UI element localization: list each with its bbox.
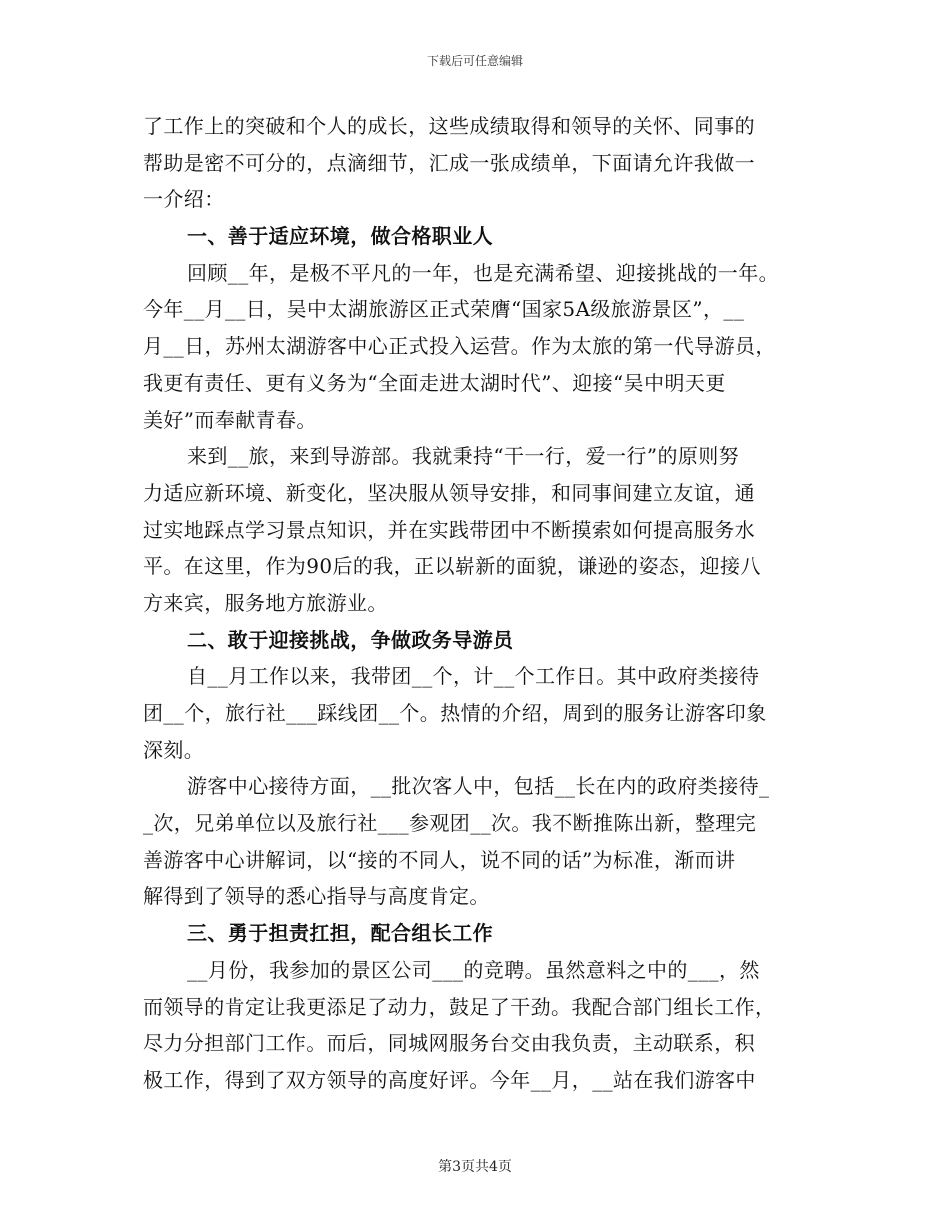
paragraph-line: 游客中心接待方面，__批次客人中，包括__长在内的政府类接待_: [187, 774, 770, 799]
section-heading: 二、敢于迎接挑战，争做政务导游员: [187, 627, 514, 652]
paragraph-line: 月__日，苏州太湖游客中心正式投入运营。作为太旅的第一代导游员，: [143, 334, 776, 359]
paragraph-line: 来到__旅，来到导游部。我就秉持“干一行，爱一行”的原则努: [187, 444, 740, 469]
paragraph-line: 团__个，旅行社___踩线团__个。热情的介绍，周到的服务让游客印象: [143, 701, 767, 725]
paragraph-line: 自__月工作以来，我带团__个，计__个工作日。其中政府类接待: [187, 664, 760, 689]
paragraph-line: 一介绍：: [143, 187, 225, 212]
paragraph-line: 回顾__年，是极不平凡的一年，也是充满希望、迎接挑战的一年。: [187, 260, 779, 285]
paragraph-line: 极工作，得到了双方领导的高度好评。今年__月，__站在我们游客中: [143, 1067, 756, 1092]
paragraph-line: 平。在这里，作为90后的我，正以崭新的面貌，谦逊的姿态，迎接八: [143, 554, 761, 579]
paragraph-line: 今年__月__日，吴中太湖旅游区正式荣膺“国家5A级旅游景区”，__: [143, 297, 745, 322]
paragraph-line: 过实地踩点学习景点知识，并在实践带团中不断摸索如何提高服务水: [143, 517, 755, 542]
paragraph-line: 力适应新环境、新变化，坚决服从领导安排，和同事间建立友谊，通: [143, 480, 755, 505]
page-header: 下载后可任意编辑: [426, 54, 523, 68]
section-heading: 一、善于适应环境，做合格职业人: [187, 224, 493, 249]
page-footer: 第3页共4页: [438, 1159, 512, 1175]
paragraph-line: 我更有责任、更有义务为“全面走进太湖时代”、迎接“吴中明天更: [143, 370, 726, 395]
paragraph-line: 美好”而奉献青春。: [143, 407, 317, 432]
paragraph-line: 深刻。: [143, 737, 205, 762]
paragraph-line: 善游客中心讲解词，以“接的不同人，说不同的话”为标准，渐而讲: [143, 847, 736, 872]
paragraph-line: __月份，我参加的景区公司___的竞聘。虽然意料之中的___，然: [187, 957, 760, 982]
paragraph-line: _次，兄弟单位以及旅行社___参观团__次。我不断推陈出新，整理完: [143, 811, 757, 836]
paragraph-line: 而领导的肯定让我更添足了动力，鼓足了干劲。我配合部门组长工作，: [143, 994, 776, 1019]
document-body: [143, 108, 798, 1099]
paragraph-line: 尽力分担部门工作。而后，同城网服务台交由我负责，主动联系，积: [143, 1031, 755, 1056]
paragraph-line: 了工作上的突破和个人的成长，这些成绩取得和领导的关怀、同事的: [143, 114, 755, 138]
paragraph-line: 解得到了领导的悉心指导与高度肯定。: [143, 884, 490, 909]
section-heading: 三、勇于担责扛担，配合组长工作: [187, 921, 493, 946]
paragraph-line: 帮助是密不可分的，点滴细节，汇成一张成绩单，下面请允许我做一: [143, 150, 755, 175]
paragraph-line: 方来宾，服务地方旅游业。: [143, 590, 388, 615]
